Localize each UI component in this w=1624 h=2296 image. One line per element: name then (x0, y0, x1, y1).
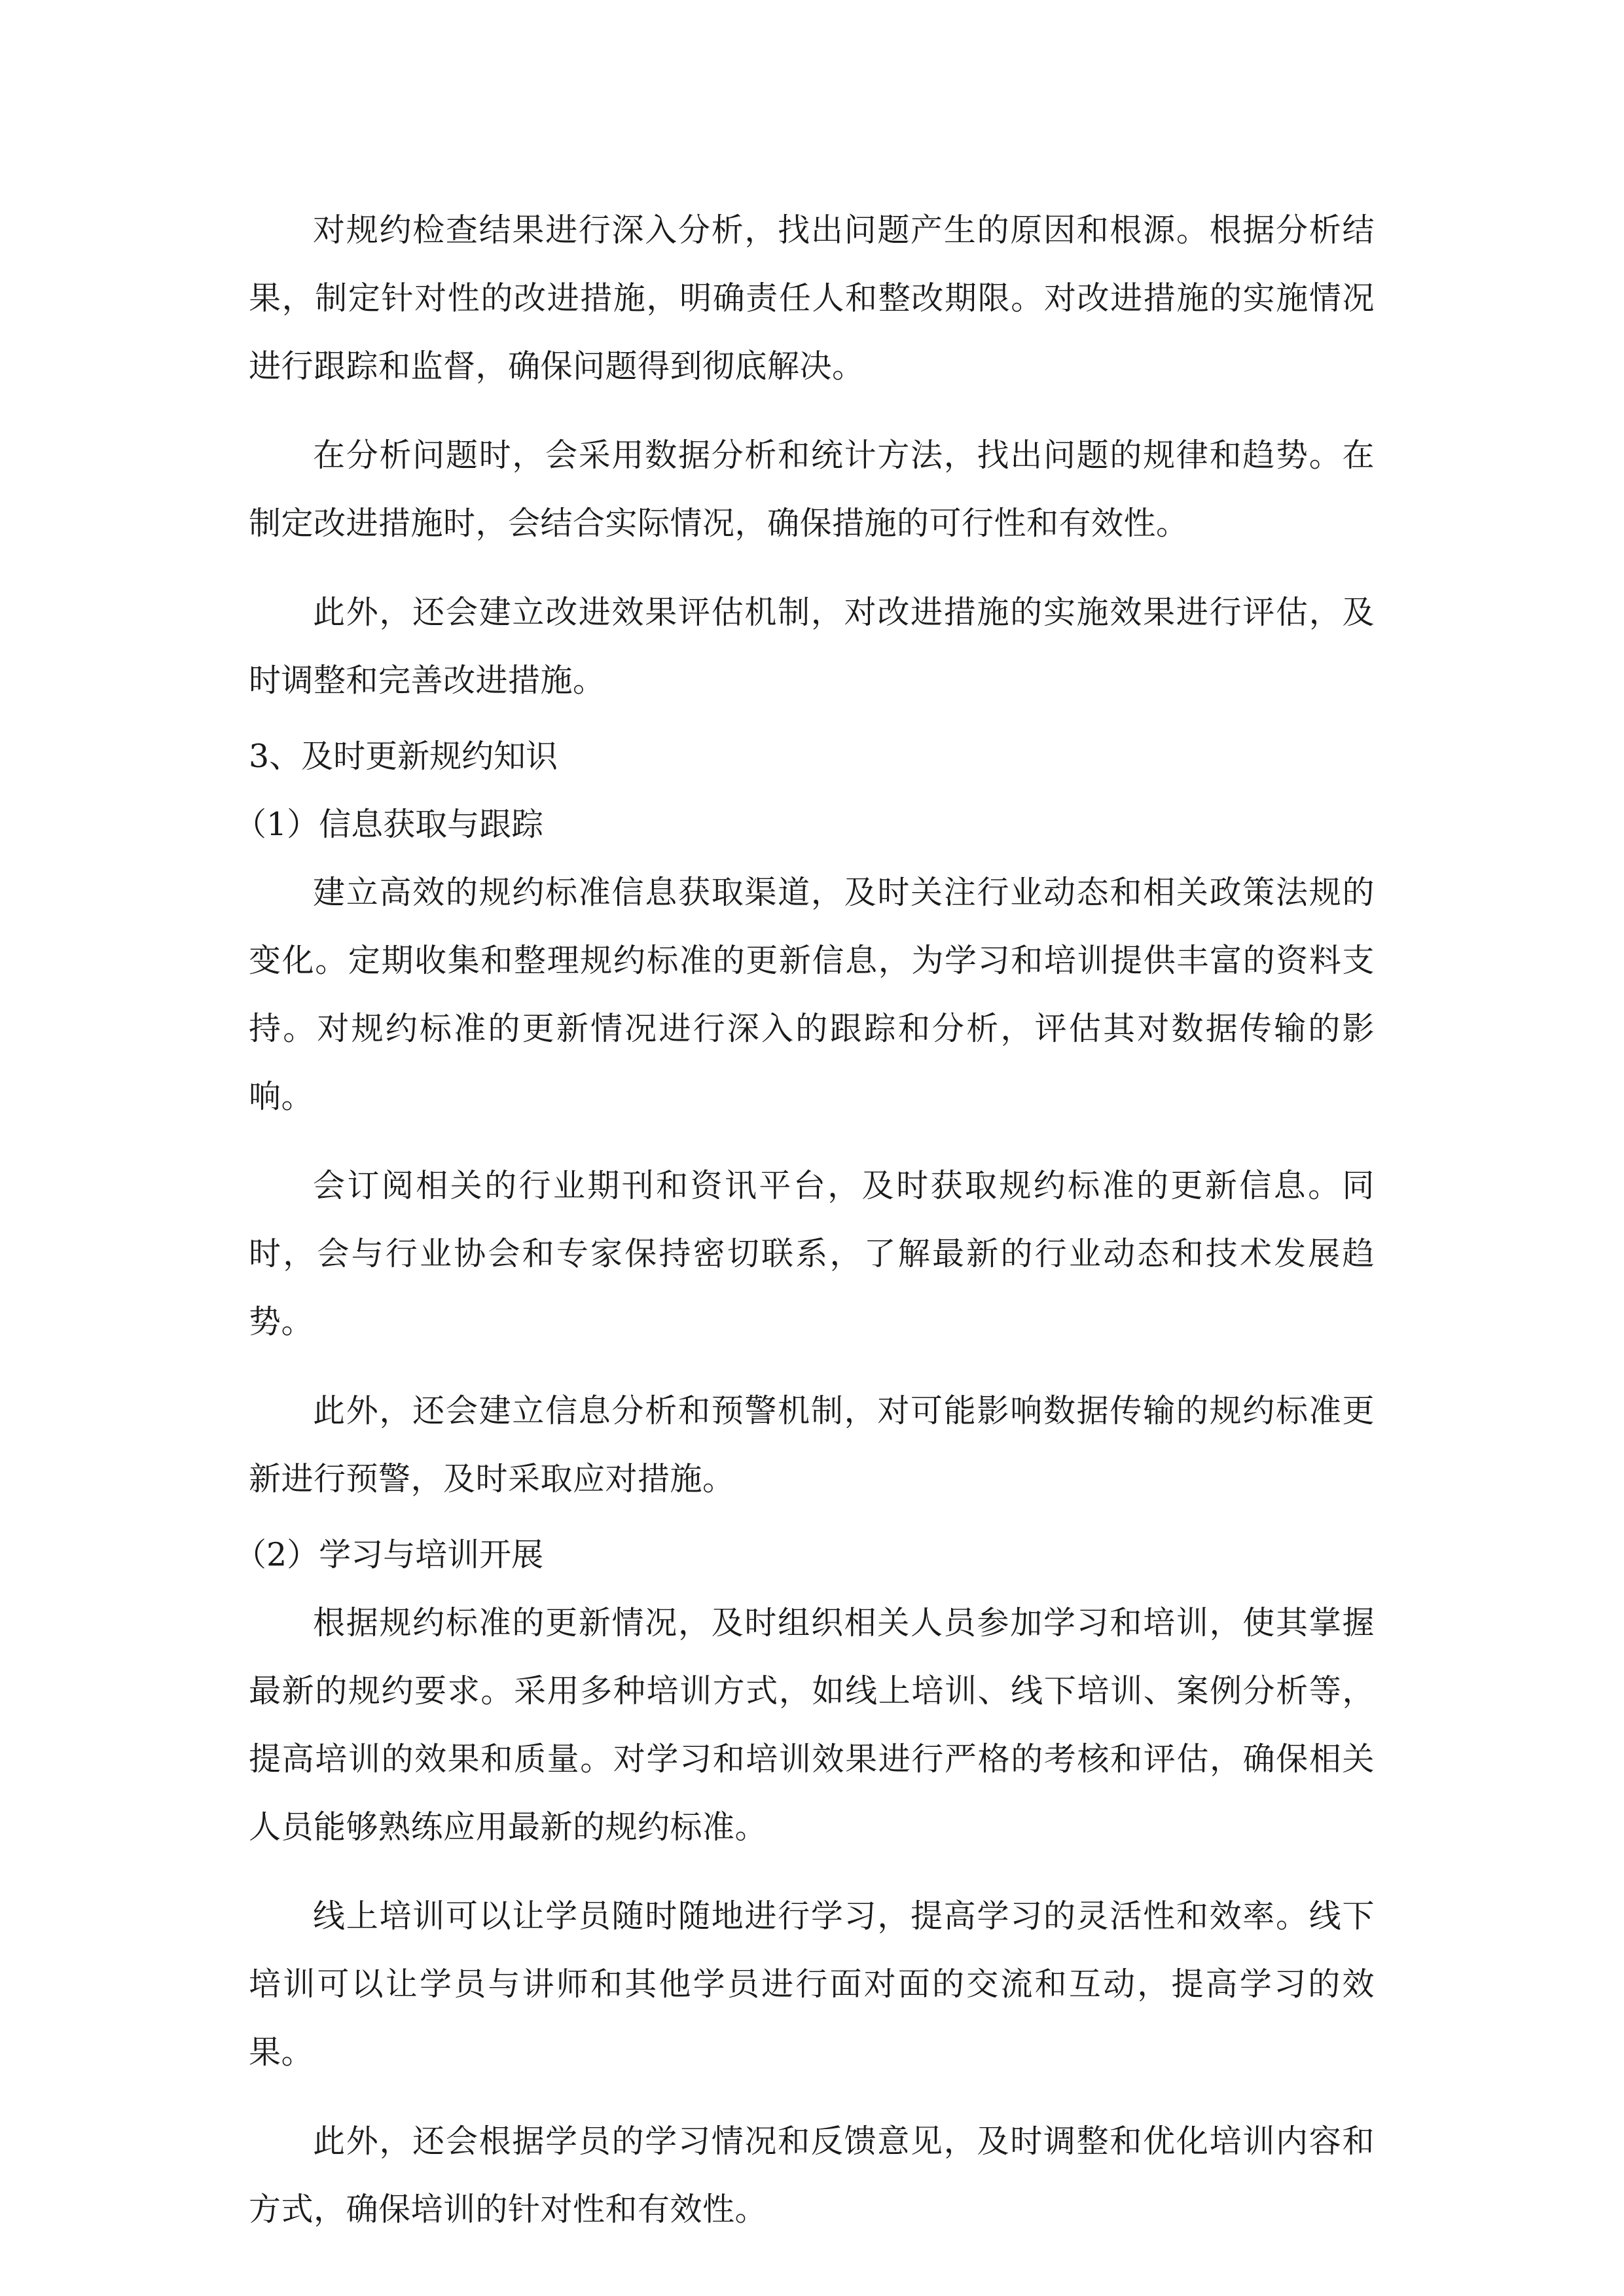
paragraph-info-subscribe: 会订阅相关的行业期刊和资讯平台，及时获取规约标准的更新信息。同时，会与行业协会和专家保持密切联系，了解最新的行业动态和技术发展趋势。 (249, 1167, 1375, 1340)
paragraph-evaluation: 此外，还会建立改进效果评估机制，对改进措施的实施效果进行评估，及时调整和完善改进措施。 (249, 594, 1375, 699)
paragraph-methods: 在分析问题时，会采用数据分析和统计方法，找出问题的规律和趋势。在制定改进措施时，会结合实际情况，确保措施的可行性和有效性。 (249, 437, 1375, 542)
subsection-heading-1: （1）信息获取与跟踪 (234, 806, 544, 843)
section-heading-3: 3、及时更新规约知识 (249, 738, 558, 775)
paragraph-training-feedback: 此外，还会根据学员的学习情况和反馈意见，及时调整和优化培训内容和方式，确保培训的针对性和有效性。 (249, 2123, 1375, 2228)
paragraph-info-warning: 此外，还会建立信息分析和预警机制，对可能影响数据传输的规约标准更新进行预警，及时采取应对措施。 (249, 1392, 1375, 1498)
paragraph-info-channel: 建立高效的规约标准信息获取渠道，及时关注行业动态和相关政策法规的变化。定期收集和整理规约标准的更新信息，为学习和培训提供丰富的资料支持。对规约标准的更新情况进行深入的跟踪和分析，评估其对数据传输的影响。 (249, 874, 1375, 1115)
subsection-heading-2: （2）学习与培训开展 (234, 1536, 544, 1573)
document-page (234, 196, 1375, 2265)
paragraph-training-modes: 线上培训可以让学员随时随地进行学习，提高学习的灵活性和效率。线下培训可以让学员与讲师和其他学员进行面对面的交流和互动，提高学习的效果。 (249, 1897, 1375, 2071)
paragraph-training-organize: 根据规约标准的更新情况，及时组织相关人员参加学习和培训，使其掌握最新的规约要求。采用多种培训方式，如线上培训、线下培训、案例分析等，提高培训的效果和质量。对学习和培训效果进行严格的考核和评估，确保相关人员能够熟练应用最新的规约标准。 (249, 1604, 1375, 1846)
paragraph-analysis: 对规约检查结果进行深入分析，找出问题产生的原因和根源。根据分析结果，制定针对性的改进措施，明确责任人和整改期限。对改进措施的实施情况进行跟踪和监督，确保问题得到彻底解决。 (249, 211, 1375, 385)
